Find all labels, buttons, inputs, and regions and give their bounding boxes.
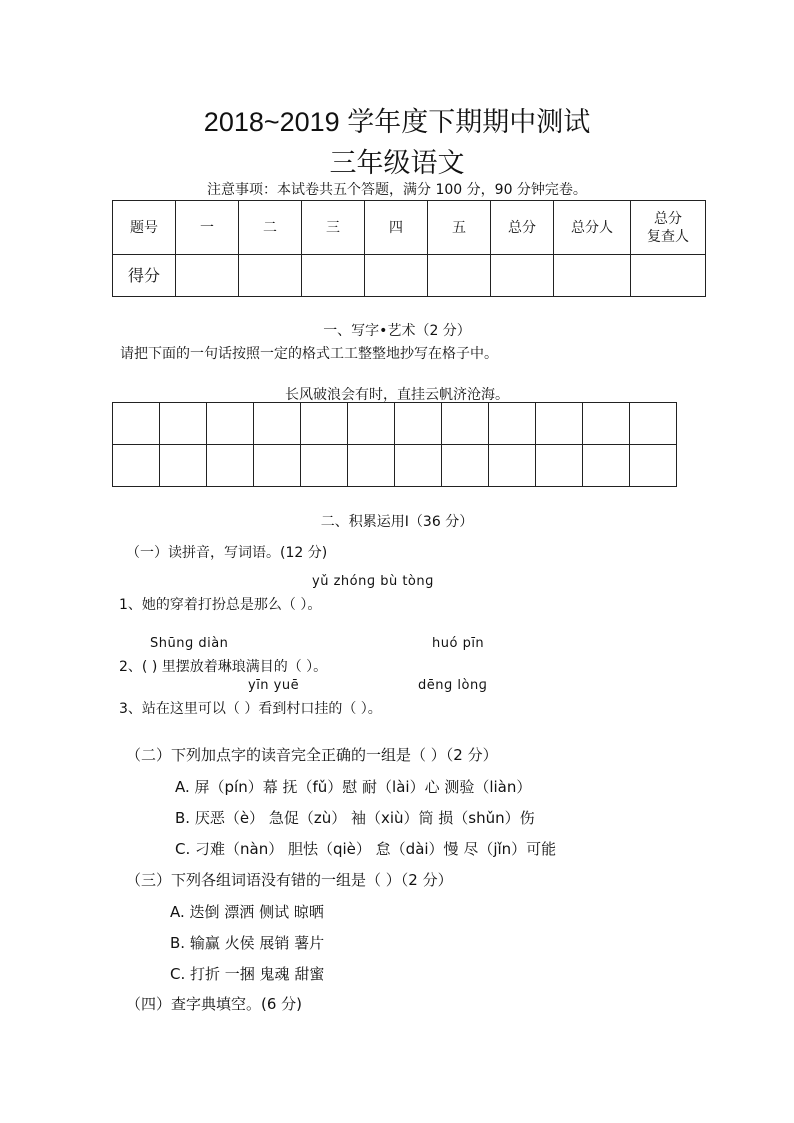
part2-option-c: C. 刁难（nàn） 胆怯（qiè） 怠（dài）慢 尽（jǐn）可能: [175, 840, 557, 858]
q3-text: 3、站在这里可以（ ）看到村口挂的（ ）。: [119, 701, 382, 717]
score-cell-q3: 三: [302, 201, 365, 255]
writing-cell[interactable]: [630, 403, 677, 445]
writing-grid: [112, 402, 677, 487]
part3-option-b: B. 输赢 火侯 展销 薯片: [170, 934, 325, 952]
q2-pinyin-b: huó pīn: [432, 636, 485, 651]
q3-pinyin-b: dēnɡ lònɡ: [418, 678, 488, 693]
part3-option-a: A. 迭倒 漂洒 侧试 晾晒: [170, 903, 324, 921]
score-table-header-row: [113, 201, 706, 255]
score-cell-q5: 五: [428, 201, 491, 255]
writing-cell[interactable]: [395, 403, 442, 445]
q3-pinyin-a: yīn yuē: [248, 678, 300, 693]
score-input-q3[interactable]: [302, 255, 365, 297]
section1-sentence: 长风破浪会有时，直挂云帆济沧海。: [285, 387, 509, 403]
q2-text: 2、( ) 里摆放着琳琅满目的（ ）。: [119, 659, 328, 675]
q2-pinyin-a: Shūnɡ diàn: [150, 636, 229, 651]
writing-cell[interactable]: [348, 445, 395, 487]
writing-cell[interactable]: [113, 445, 160, 487]
writing-cell[interactable]: [207, 403, 254, 445]
writing-cell[interactable]: [442, 403, 489, 445]
writing-cell[interactable]: [348, 403, 395, 445]
writing-cell[interactable]: [489, 445, 536, 487]
writing-cell[interactable]: [583, 403, 630, 445]
score-cell-label: 题号: [113, 201, 176, 255]
exam-title: 2018~2019 学年度下期期中测试: [203, 107, 591, 137]
writing-cell[interactable]: [301, 445, 348, 487]
q1-pinyin: yǔ zhónɡ bù tònɡ: [312, 574, 434, 589]
exam-notice: 注意事项：本试卷共五个答题，满分 100 分，90 分钟完卷。: [207, 182, 587, 198]
writing-cell[interactable]: [442, 445, 489, 487]
writing-grid-row: [113, 403, 677, 445]
writing-grid-row: [113, 445, 677, 487]
score-input-q1[interactable]: [176, 255, 239, 297]
writing-cell[interactable]: [160, 403, 207, 445]
writing-cell[interactable]: [395, 445, 442, 487]
score-cell-q2: 二: [239, 201, 302, 255]
section1-heading: 一、写字•艺术（2 分）: [323, 323, 471, 339]
score-table-score-row: [113, 255, 706, 297]
q1-text: 1、她的穿着打扮总是那么（ ）。: [119, 597, 322, 613]
part2-heading: （二）下列加点字的读音完全正确的一组是（ ）（2 分）: [126, 746, 498, 764]
score-input-q4[interactable]: [365, 255, 428, 297]
writing-cell[interactable]: [489, 403, 536, 445]
part3-heading: （三）下列各组词语没有错的一组是（ ）（2 分）: [126, 871, 453, 889]
part3-option-c: C. 打折 一捆 鬼魂 甜蜜: [170, 965, 325, 983]
part2-option-b: B. 厌恶（è） 急促（zù） 袖（xiù）筒 损（shǔn）伤: [175, 809, 535, 827]
score-input-total[interactable]: [491, 255, 554, 297]
score-row-label: 得分: [113, 255, 176, 297]
score-input-q2[interactable]: [239, 255, 302, 297]
part2-option-a: A. 屏（pín）幕 抚（fǔ）慰 耐（lài）心 测验（liàn）: [175, 778, 532, 796]
reviewer-line2: 复查人: [647, 228, 689, 245]
writing-cell[interactable]: [536, 403, 583, 445]
score-cell-scorer: 总分人: [554, 201, 631, 255]
writing-cell[interactable]: [113, 403, 160, 445]
score-cell-reviewer: [631, 201, 706, 255]
score-cell-total: 总分: [491, 201, 554, 255]
writing-cell[interactable]: [301, 403, 348, 445]
score-input-q5[interactable]: [428, 255, 491, 297]
writing-cell[interactable]: [630, 445, 677, 487]
writing-cell[interactable]: [207, 445, 254, 487]
part4-heading: （四）查字典填空。(6 分): [126, 995, 303, 1013]
writing-cell[interactable]: [254, 445, 301, 487]
section2-heading: 二、积累运用Ⅰ（36 分）: [320, 514, 474, 530]
writing-cell[interactable]: [536, 445, 583, 487]
score-cell-q4: 四: [365, 201, 428, 255]
writing-cell[interactable]: [254, 403, 301, 445]
section1-instruction: 请把下面的一句话按照一定的格式工工整整地抄写在格子中。: [120, 346, 498, 362]
score-table: [112, 200, 706, 297]
part1-heading: （一）读拼音，写词语。(12 分): [126, 545, 328, 561]
reviewer-line1: 总分: [654, 210, 682, 227]
writing-cell[interactable]: [583, 445, 630, 487]
exam-subtitle: 三年级语文: [329, 148, 465, 179]
writing-cell[interactable]: [160, 445, 207, 487]
score-cell-q1: 一: [176, 201, 239, 255]
score-input-scorer[interactable]: [554, 255, 631, 297]
score-input-reviewer[interactable]: [631, 255, 706, 297]
